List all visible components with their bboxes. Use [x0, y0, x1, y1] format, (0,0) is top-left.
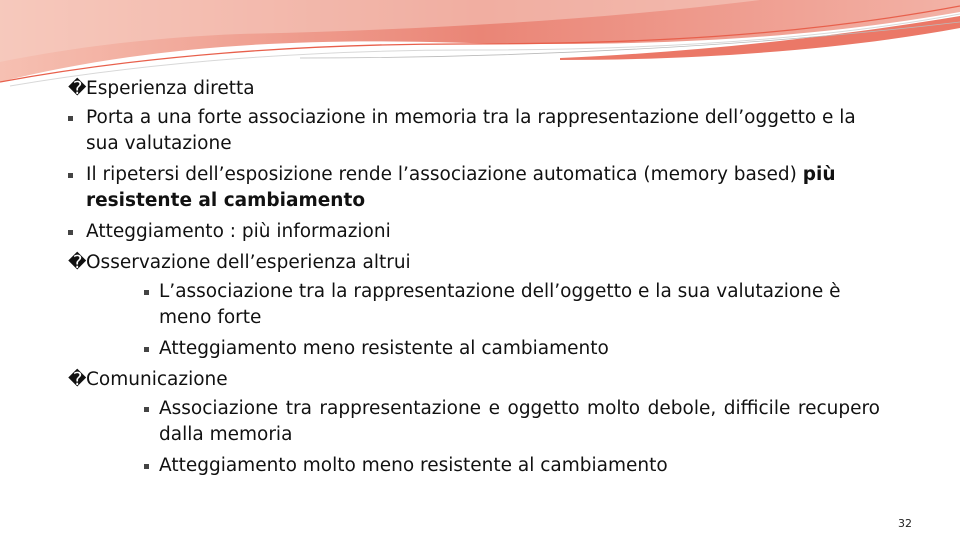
- heading-symbol: �: [68, 369, 87, 390]
- bullet-item: [68, 162, 880, 214]
- bullet-text: Atteggiamento molto meno resistente al cambiamento: [159, 455, 668, 476]
- bullet-text: [86, 162, 880, 214]
- bullet-text: Atteggiamento : più informazioni: [86, 221, 391, 242]
- heading-text: Esperienza diretta: [86, 78, 255, 99]
- bullet-text: Atteggiamento meno resistente al cambiamento: [159, 338, 609, 359]
- bullet-text-regular: Il ripetersi dell’esposizione rende l’associazione automatica (memory based): [86, 164, 803, 185]
- slide-number: 32: [898, 517, 912, 530]
- heading-text: Comunicazione: [86, 369, 228, 390]
- bullet-item: [68, 336, 880, 362]
- bullet-item: [68, 105, 880, 157]
- square-bullet-icon: [68, 116, 73, 121]
- bullet-text: L’associazione tra la rappresentazione dell’oggetto e la sua valutazione è meno forte: [159, 281, 841, 328]
- bullet-item: [68, 453, 880, 479]
- square-bullet-icon: [144, 347, 149, 352]
- square-bullet-icon: [144, 407, 149, 412]
- bullet-text: Porta a una forte associazione in memoria tra la rappresentazione dell’oggetto e la sua valutazione: [86, 107, 856, 154]
- bullet-text-bold: più resistente al cambiamento: [86, 164, 836, 211]
- bullet-item: [68, 396, 880, 448]
- slide-body: [68, 74, 880, 484]
- heading-symbol: �: [68, 78, 87, 99]
- heading-symbol: �: [68, 252, 87, 273]
- bullet-item: [68, 219, 880, 245]
- heading-text: Osservazione dell’esperienza altrui: [86, 252, 411, 273]
- bullet-item: [68, 279, 880, 331]
- square-bullet-icon: [68, 230, 73, 235]
- section-heading: [68, 76, 880, 102]
- square-bullet-icon: [144, 464, 149, 469]
- section-heading: [68, 250, 880, 276]
- square-bullet-icon: [144, 290, 149, 295]
- bullet-text: Associazione tra rappresentazione e oggetto molto debole, difficile recupero dalla memoria: [159, 398, 880, 445]
- square-bullet-icon: [68, 173, 73, 178]
- section-heading: [68, 367, 880, 393]
